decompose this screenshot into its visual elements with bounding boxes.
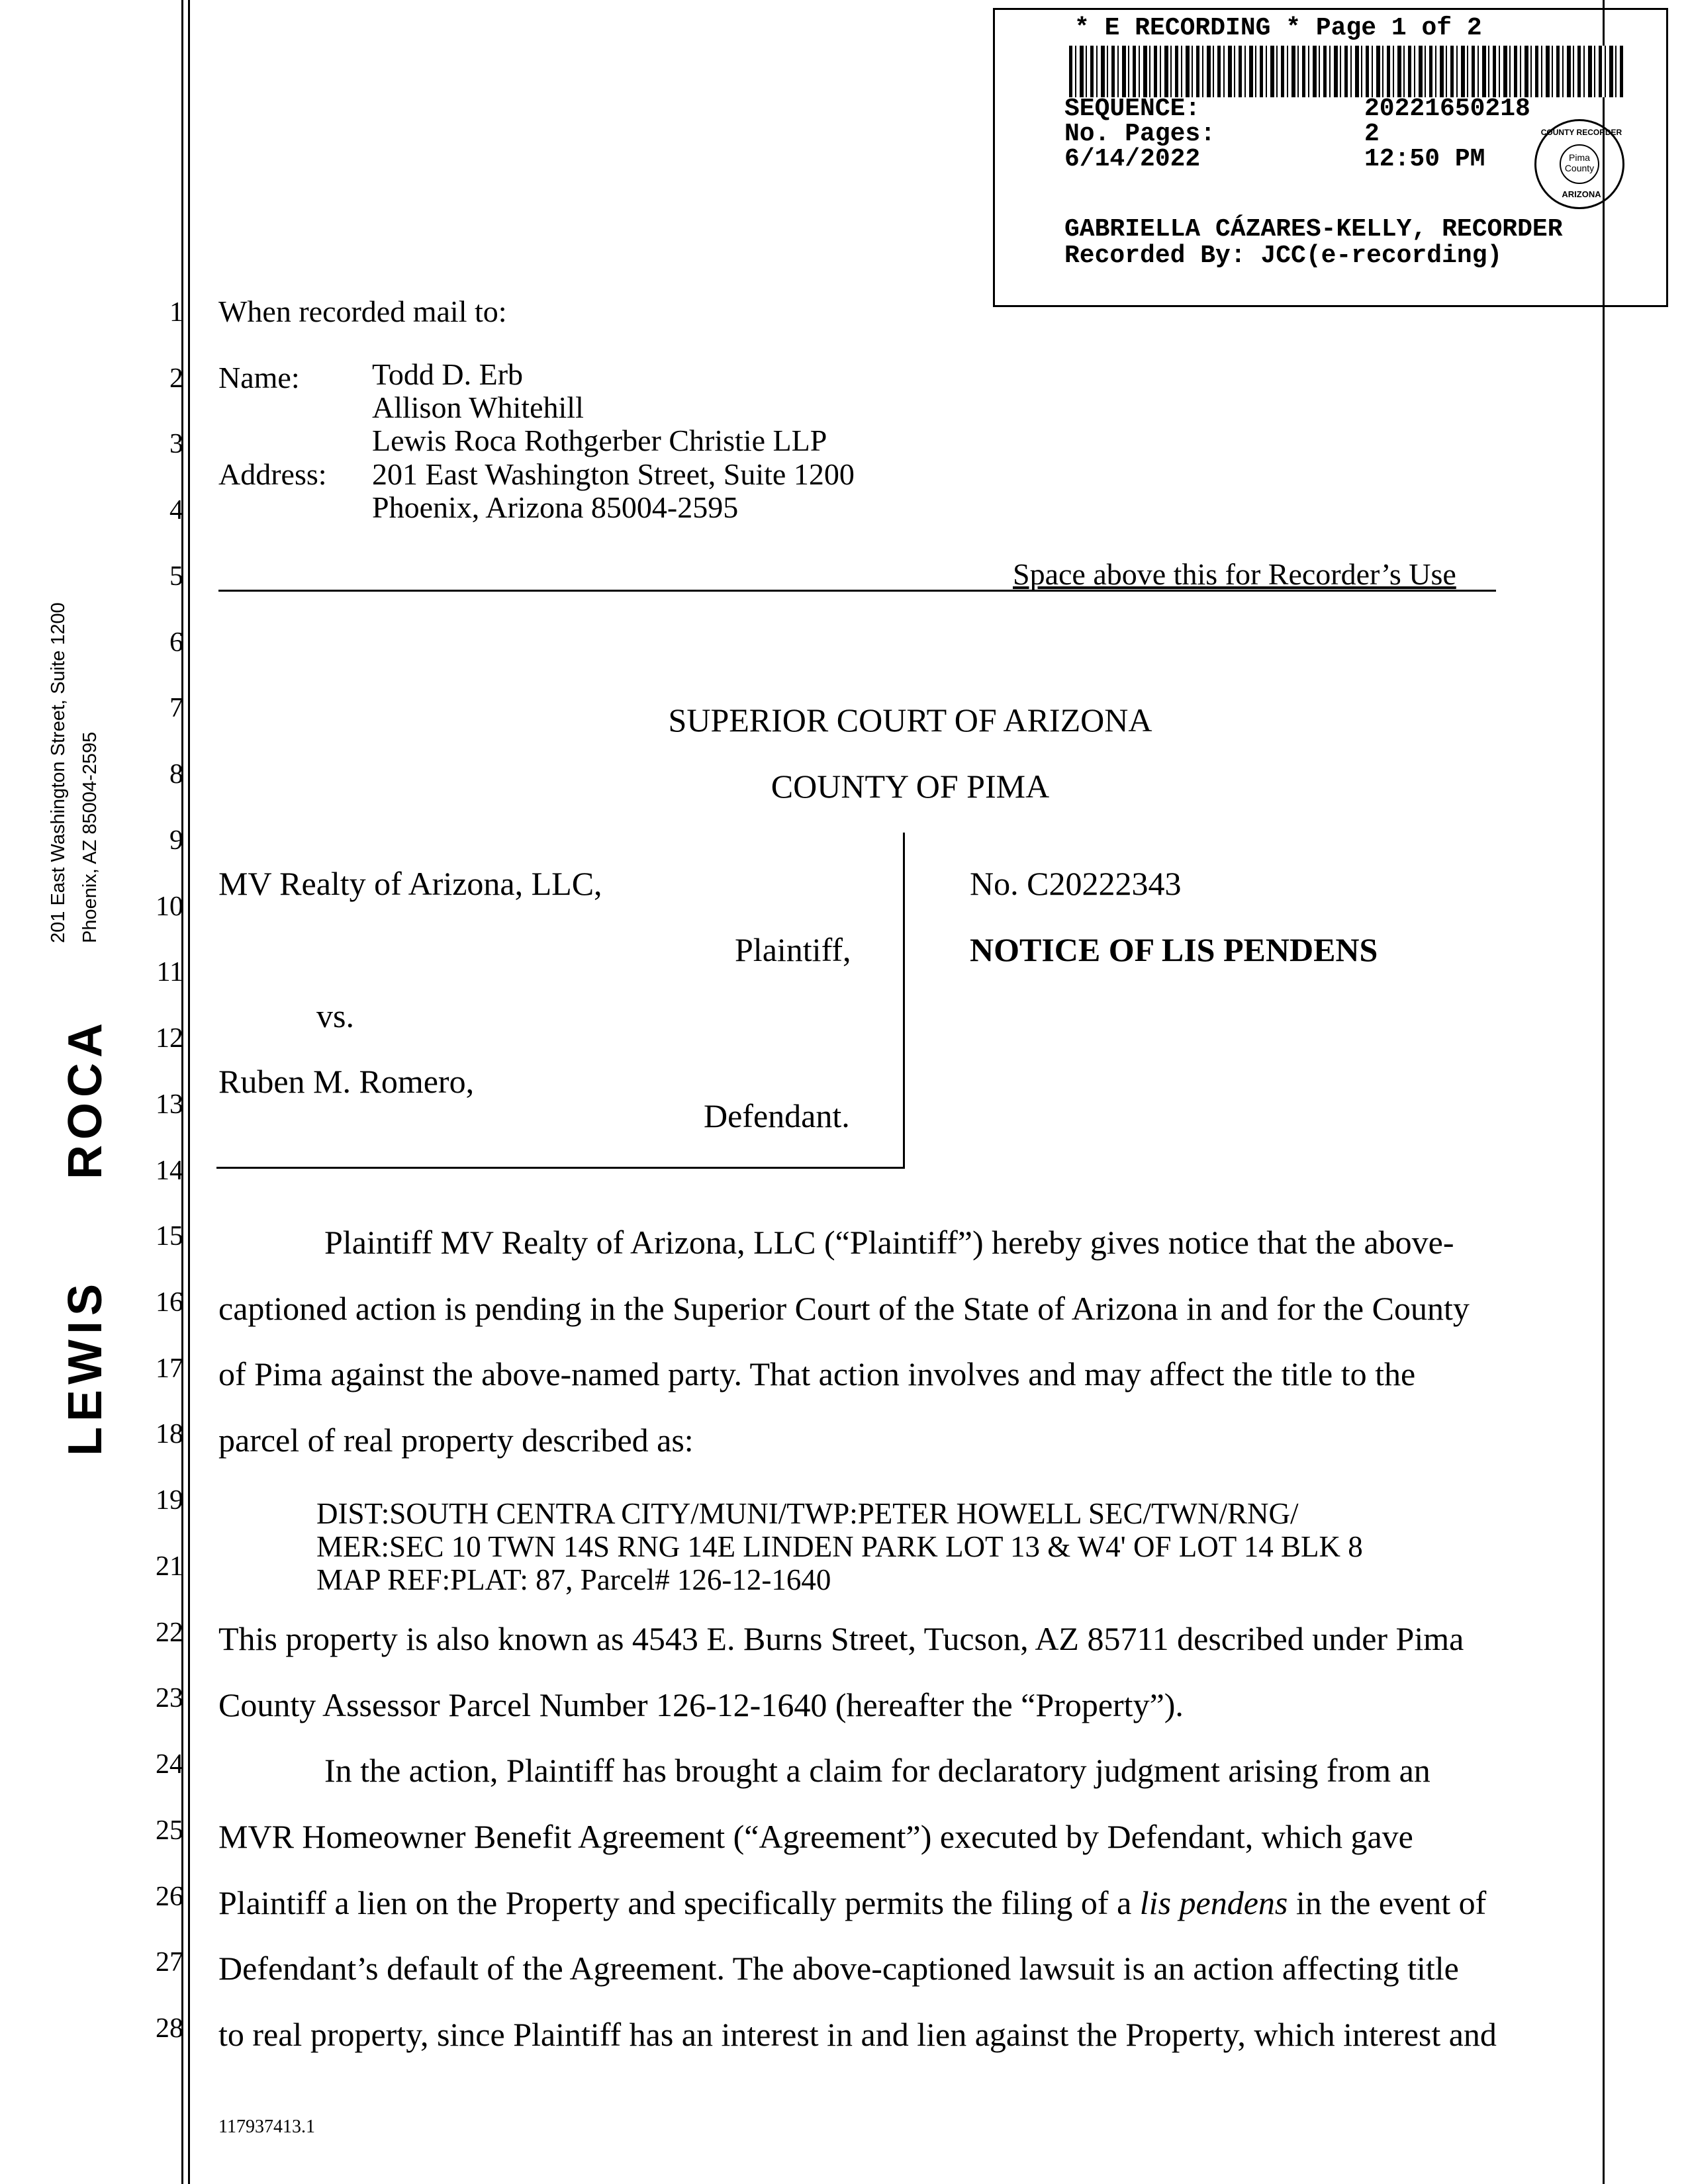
firm-name-roca: ROCA	[59, 1018, 112, 1179]
line-number: 6	[169, 627, 183, 658]
body-line: of Pima against the above-named party. That action involves and may affect the title to the	[218, 1355, 1416, 1392]
sequence-label: SEQUENCE:	[1064, 95, 1201, 123]
line-number: 26	[156, 1882, 183, 1912]
body-line: captioned action is pending in the Superior Court of the State of Arizona in and for the County	[218, 1290, 1470, 1327]
seal-top-text: COUNTY RECORDER	[1540, 128, 1622, 137]
body-line: County Assessor Parcel Number 126-12-1640 (hereafter the “Property”).	[218, 1686, 1184, 1723]
seal-bottom-text: ARIZONA	[1562, 189, 1601, 199]
line-number: 8	[169, 759, 183, 790]
line-number: 17	[156, 1353, 183, 1384]
pages-value: 2	[1364, 120, 1380, 148]
line-number: 2	[169, 363, 183, 394]
legal-description-line: MER:SEC 10 TWN 14S RNG 14E LINDEN PARK LOT 13 & W4' OF LOT 14 BLK 8	[316, 1530, 1363, 1563]
county-recorder-seal	[1534, 119, 1624, 209]
line-number: 22	[156, 1617, 183, 1648]
body-line: parcel of real property described as:	[218, 1422, 694, 1459]
line-number: 15	[156, 1221, 183, 1251]
line-number: 4	[169, 495, 183, 525]
pages-label: No. Pages:	[1064, 120, 1216, 148]
defendant-role: Defendant.	[704, 1097, 850, 1134]
lis-pendens-italic: lis pendens	[1139, 1884, 1288, 1921]
footer-document-id: 117937413.1	[218, 2116, 315, 2137]
body-line: Plaintiff MV Realty of Arizona, LLC (“Plaintiff”) hereby gives notice that the above-	[324, 1224, 1454, 1261]
body-line: Defendant’s default of the Agreement. The above-captioned lawsuit is an action affecting title	[218, 1950, 1459, 1987]
line-number: 7	[169, 693, 183, 723]
margin-rule-right	[1603, 0, 1605, 2184]
body-line: MVR Homeowner Benefit Agreement (“Agreement”) executed by Defendant, which gave	[218, 1818, 1413, 1855]
line-number: 1	[169, 297, 183, 328]
versus: vs.	[316, 997, 354, 1034]
line-number: 25	[156, 1815, 183, 1846]
recorded-by: Recorded By: JCC(e-recording)	[1064, 242, 1503, 270]
mail-to-name-2: Allison Whitehill	[372, 390, 584, 424]
line-number: 16	[156, 1287, 183, 1318]
legal-description-line: DIST:SOUTH CENTRA CITY/MUNI/TWP:PETER HOWELL SEC/TWN/RNG/	[316, 1497, 1299, 1530]
line-number: 28	[156, 2013, 183, 2044]
line-number: 19	[156, 1485, 183, 1516]
mail-to-address-1: 201 East Washington Street, Suite 1200	[372, 457, 855, 491]
line-number: 11	[156, 957, 183, 987]
record-time: 12:50 PM	[1364, 145, 1485, 173]
line-number: 23	[156, 1683, 183, 1713]
mail-to-address-2: Phoenix, Arizona 85004-2595	[372, 490, 739, 524]
body-line: This property is also known as 4543 E. Burns Street, Tucson, AZ 85711 described under Pima	[218, 1620, 1464, 1657]
defendant-name: Ruben M. Romero,	[218, 1063, 475, 1100]
legal-description-line: MAP REF:PLAT: 87, Parcel# 126-12-1640	[316, 1563, 831, 1596]
firm-logo	[58, 1018, 113, 1456]
plaintiff-name: MV Realty of Arizona, LLC,	[218, 865, 602, 902]
line-number: 18	[156, 1419, 183, 1449]
case-number: No. C20222343	[970, 865, 1182, 902]
recording-stamp	[993, 8, 1668, 307]
court-name: SUPERIOR COURT OF ARIZONA	[668, 702, 1152, 739]
line-number: 13	[156, 1089, 183, 1120]
line-number: 21	[156, 1551, 183, 1582]
mail-to-heading: When recorded mail to:	[218, 295, 507, 328]
line-number: 10	[156, 891, 183, 922]
line-number: 27	[156, 1947, 183, 1978]
mail-to-name-1: Todd D. Erb	[372, 357, 524, 391]
firm-address-line1: 201 East Washington Street, Suite 1200	[48, 602, 69, 943]
firm-address-line2: Phoenix, AZ 85004-2595	[79, 731, 101, 943]
line-number: 12	[156, 1023, 183, 1054]
body-text: in the event of	[1288, 1884, 1487, 1921]
seal-center-text: Pima County	[1560, 144, 1599, 184]
body-line-with-italic	[218, 1883, 1486, 1923]
mail-to-name-3: Lewis Roca Rothgerber Christie LLP	[372, 424, 827, 457]
body-text: Plaintiff a lien on the Property and specifically permits the filing of a	[218, 1884, 1140, 1921]
document-title: NOTICE OF LIS PENDENS	[970, 931, 1378, 968]
line-number: 3	[169, 429, 183, 459]
body-line: In the action, Plaintiff has brought a claim for declaratory judgment arising from an	[324, 1752, 1430, 1789]
recorder-space-label: Space above this for Recorder’s Use	[1013, 557, 1456, 591]
recorder-name: GABRIELLA CÁZARES-KELLY, RECORDER	[1064, 215, 1563, 244]
record-date: 6/14/2022	[1064, 145, 1201, 173]
body-line: to real property, since Plaintiff has an interest in and lien against the Property, which interest and	[218, 2016, 1497, 2053]
mail-to-address-label: Address:	[218, 457, 327, 491]
mail-to-name-label: Name:	[218, 361, 300, 394]
margin-rule-left-inner	[188, 0, 190, 2184]
firm-name-lewis: LEWIS	[59, 1279, 112, 1456]
plaintiff-role: Plaintiff,	[735, 931, 851, 968]
barcode	[1069, 46, 1624, 97]
court-county: COUNTY OF PIMA	[771, 768, 1050, 805]
line-number: 24	[156, 1749, 183, 1780]
line-number: 9	[169, 825, 183, 856]
line-number: 5	[169, 561, 183, 592]
sequence-value: 20221650218	[1364, 95, 1530, 123]
line-number: 14	[156, 1156, 183, 1186]
stamp-header: * E RECORDING * Page 1 of 2	[1074, 14, 1482, 42]
